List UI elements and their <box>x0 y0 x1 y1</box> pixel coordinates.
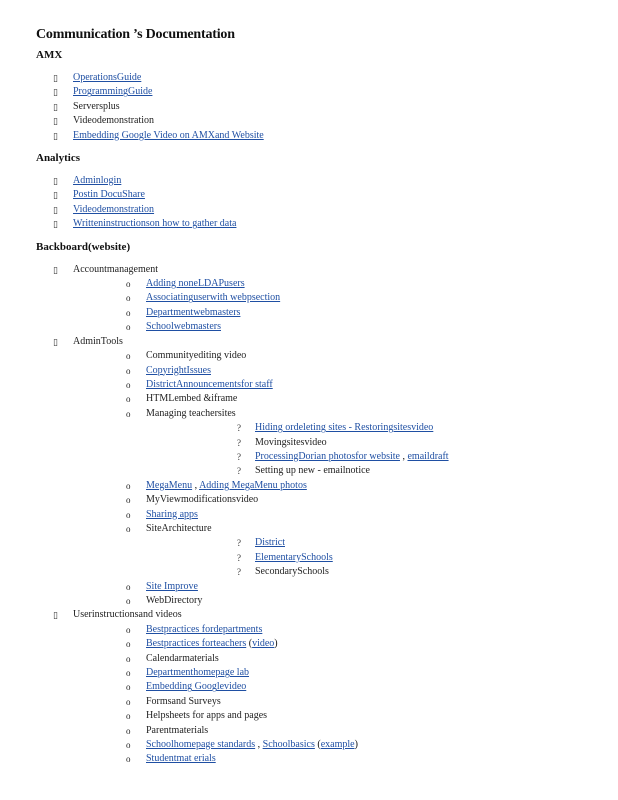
list-item <box>73 680 606 694</box>
doc-link[interactable]: Adding MegaMenu photos <box>199 479 307 491</box>
circle-bullet-icon: o <box>126 624 131 635</box>
circle-bullet-icon: o <box>126 480 131 491</box>
circle-bullet-icon: o <box>126 725 131 736</box>
circle-bullet-icon: o <box>126 754 131 765</box>
list-item <box>146 551 606 565</box>
doc-link[interactable]: Adminlogin <box>73 175 122 187</box>
list-item <box>73 594 606 608</box>
circle-bullet-icon: o <box>126 408 131 419</box>
circle-bullet-icon: o <box>126 581 131 592</box>
list-item <box>73 752 606 766</box>
square-bullet-icon: ▯ <box>53 264 58 275</box>
square-bullet-icon: ▯ <box>53 73 58 83</box>
question-bullet-icon: ? <box>237 538 241 549</box>
list-item: o MegaMenu , Adding MegaMenu photos <box>73 479 606 493</box>
list-item: o Schoolhomepage standards , Schoolbasics (example) <box>73 738 606 752</box>
square-bullet-icon: ▯ <box>53 190 58 201</box>
circle-bullet-icon: o <box>126 293 131 304</box>
list-item <box>146 464 606 478</box>
doc-link[interactable]: MegaMenu <box>146 479 193 491</box>
circle-bullet-icon: o <box>126 322 131 333</box>
list-item <box>146 536 606 550</box>
section-list <box>36 263 606 767</box>
doc-link[interactable]: Writteninstructionson how to gather data <box>73 218 237 230</box>
square-bullet-icon: ▯ <box>53 176 58 187</box>
group-label: Accountmanagement <box>73 263 158 275</box>
square-bullet-icon: ▯ <box>53 610 58 621</box>
circle-bullet-icon: o <box>126 653 131 664</box>
doc-link[interactable]: Videodemonstration <box>73 203 155 215</box>
list-item <box>73 349 606 363</box>
list-item-text: SiteArchitecture <box>146 522 212 534</box>
doc-link[interactable]: Schoolwebmasters <box>146 321 221 333</box>
circle-bullet-icon: o <box>126 596 131 606</box>
list-item-text: Parentmaterials <box>146 724 209 736</box>
question-bullet-icon: ? <box>237 437 241 448</box>
doc-link[interactable]: OperationsGuide <box>73 72 142 83</box>
list-item: ? ProcessingDorian photosfor website , emaildraft <box>146 450 606 464</box>
square-bullet-icon: ▯ <box>53 87 58 98</box>
list-item <box>73 724 606 738</box>
doc-link[interactable]: Postin DocuShare <box>73 189 145 201</box>
list-item-text: Formsand Surveys <box>146 695 221 707</box>
list-group <box>36 263 606 335</box>
doc-link[interactable]: Sharing apps <box>146 508 198 520</box>
list-item <box>73 695 606 709</box>
list-group <box>36 608 606 766</box>
question-bullet-icon: ? <box>237 552 241 563</box>
question-bullet-icon: ? <box>237 423 241 434</box>
section-heading: Backboard(website) <box>36 240 131 253</box>
circle-bullet-icon: o <box>126 365 131 376</box>
doc-link[interactable]: Site Improve <box>146 580 198 592</box>
doc-link[interactable]: DistrictAnnouncementsfor staff <box>146 378 273 390</box>
list-item <box>36 217 606 231</box>
list-item-text: Movingsitesvideo <box>255 436 327 448</box>
list-item <box>73 709 606 723</box>
list-item <box>73 364 606 378</box>
list-item <box>36 100 606 114</box>
circle-bullet-icon: o <box>126 711 131 722</box>
doc-link[interactable]: Associatinguserwith webpsection <box>146 292 281 304</box>
list-item <box>73 392 606 406</box>
list-item: o Bestpractices forteachers (video) <box>73 637 606 651</box>
circle-bullet-icon: o <box>126 495 131 506</box>
list-item <box>36 129 606 143</box>
question-bullet-icon: ? <box>237 567 241 578</box>
doc-link[interactable]: emaildraft <box>407 450 449 462</box>
circle-bullet-icon: o <box>126 740 131 751</box>
doc-link[interactable]: Adding noneLDAPusers <box>146 278 245 290</box>
list-item <box>73 666 606 680</box>
group-label: Userinstructionsand videos <box>73 609 182 621</box>
list-item <box>73 320 606 334</box>
section-list <box>36 174 606 232</box>
question-bullet-icon: ? <box>237 451 241 462</box>
circle-bullet-icon: o <box>126 394 131 405</box>
question-bullet-icon: ? <box>237 466 241 477</box>
list-item <box>36 71 606 85</box>
doc-link[interactable]: Studentmat erials <box>146 753 216 765</box>
list-item <box>73 306 606 320</box>
sub-list <box>73 623 606 767</box>
list-item-text: Communityediting video <box>146 350 247 362</box>
sub-list <box>73 277 606 335</box>
list-item <box>73 652 606 666</box>
circle-bullet-icon: o <box>126 696 131 707</box>
list-item <box>73 378 606 392</box>
list-item <box>73 407 606 479</box>
sub-list <box>73 349 606 608</box>
list-item <box>36 203 606 217</box>
sub-sub-list <box>146 421 606 479</box>
square-bullet-icon: ▯ <box>53 204 58 215</box>
circle-bullet-icon: o <box>126 279 131 290</box>
list-item <box>36 114 606 128</box>
list-item <box>146 421 606 435</box>
doc-link[interactable]: video <box>252 638 275 650</box>
circle-bullet-icon: o <box>126 639 131 650</box>
doc-link[interactable]: Schoolbasics <box>262 739 315 751</box>
list-item-text: Helpsheets for apps and pages <box>146 710 268 722</box>
list-group <box>36 335 606 609</box>
section-list <box>36 71 606 143</box>
list-item-text: Calendarmaterials <box>146 652 219 664</box>
list-item-text: Managing teachersites <box>146 407 236 419</box>
square-bullet-icon: ▯ <box>53 130 58 141</box>
doc-link[interactable]: Schoolhomepage standards <box>146 739 256 751</box>
list-item-text: MyViewmodificationsvideo <box>146 494 259 506</box>
list-item-text: Setting up new - emailnotice <box>255 465 370 477</box>
list-item <box>36 188 606 202</box>
doc-link[interactable]: Embedding Googlevideo <box>146 681 247 693</box>
sub-sub-list <box>146 536 606 579</box>
square-bullet-icon: ▯ <box>53 101 58 112</box>
doc-link[interactable]: ProgrammingGuide <box>73 86 153 98</box>
circle-bullet-icon: o <box>126 682 131 693</box>
doc-link[interactable]: ProcessingDorian photosfor website <box>255 450 400 462</box>
group-label: AdminTools <box>73 335 123 347</box>
doc-link[interactable]: Bestpractices fordepartments <box>146 623 263 635</box>
list-item <box>36 174 606 188</box>
list-item <box>73 291 606 305</box>
list-item <box>36 85 606 99</box>
list-item <box>73 623 606 637</box>
square-bullet-icon: ▯ <box>53 336 58 347</box>
doc-link[interactable]: Embedding Google Video on AMXand Website <box>73 129 264 141</box>
doc-link[interactable]: Departmenthomepage lab <box>146 667 250 679</box>
doc-link[interactable]: ElementarySchools <box>255 551 333 563</box>
list-item <box>73 522 606 580</box>
list-item-text: HTMLembed &iframe <box>146 393 238 405</box>
doc-link[interactable]: Bestpractices forteachers <box>146 638 247 650</box>
section-heading: Analytics <box>36 152 80 165</box>
circle-bullet-icon: o <box>126 379 131 390</box>
list-item-text: SecondarySchools <box>255 566 329 578</box>
square-bullet-icon: ▯ <box>53 116 58 127</box>
circle-bullet-icon: o <box>126 307 131 318</box>
doc-link[interactable]: Hiding ordeleting sites - Restoringsitesvideo <box>255 422 434 434</box>
list-item <box>73 508 606 522</box>
list-item <box>146 436 606 450</box>
circle-bullet-icon: o <box>126 523 131 534</box>
document-content <box>36 49 606 767</box>
circle-bullet-icon: o <box>126 509 131 520</box>
list-item <box>73 493 606 507</box>
square-bullet-icon: ▯ <box>53 219 58 230</box>
doc-link[interactable]: Departmentwebmasters <box>146 306 241 318</box>
document-title: Communication ’s Documentation <box>36 27 235 42</box>
list-item-text: Videodemonstration <box>73 115 155 127</box>
list-item-text: Serversplus <box>73 100 120 112</box>
list-item <box>146 565 606 579</box>
doc-link[interactable]: example <box>320 739 355 751</box>
circle-bullet-icon: o <box>126 351 131 362</box>
doc-link[interactable]: CopyrightIssues <box>146 364 211 376</box>
list-item <box>73 580 606 594</box>
document-page <box>36 22 606 767</box>
list-item <box>73 277 606 291</box>
section-heading: AMX <box>36 49 63 61</box>
list-item-text: WebDirectory <box>146 595 203 606</box>
circle-bullet-icon: o <box>126 668 131 679</box>
doc-link[interactable]: District <box>255 537 285 549</box>
